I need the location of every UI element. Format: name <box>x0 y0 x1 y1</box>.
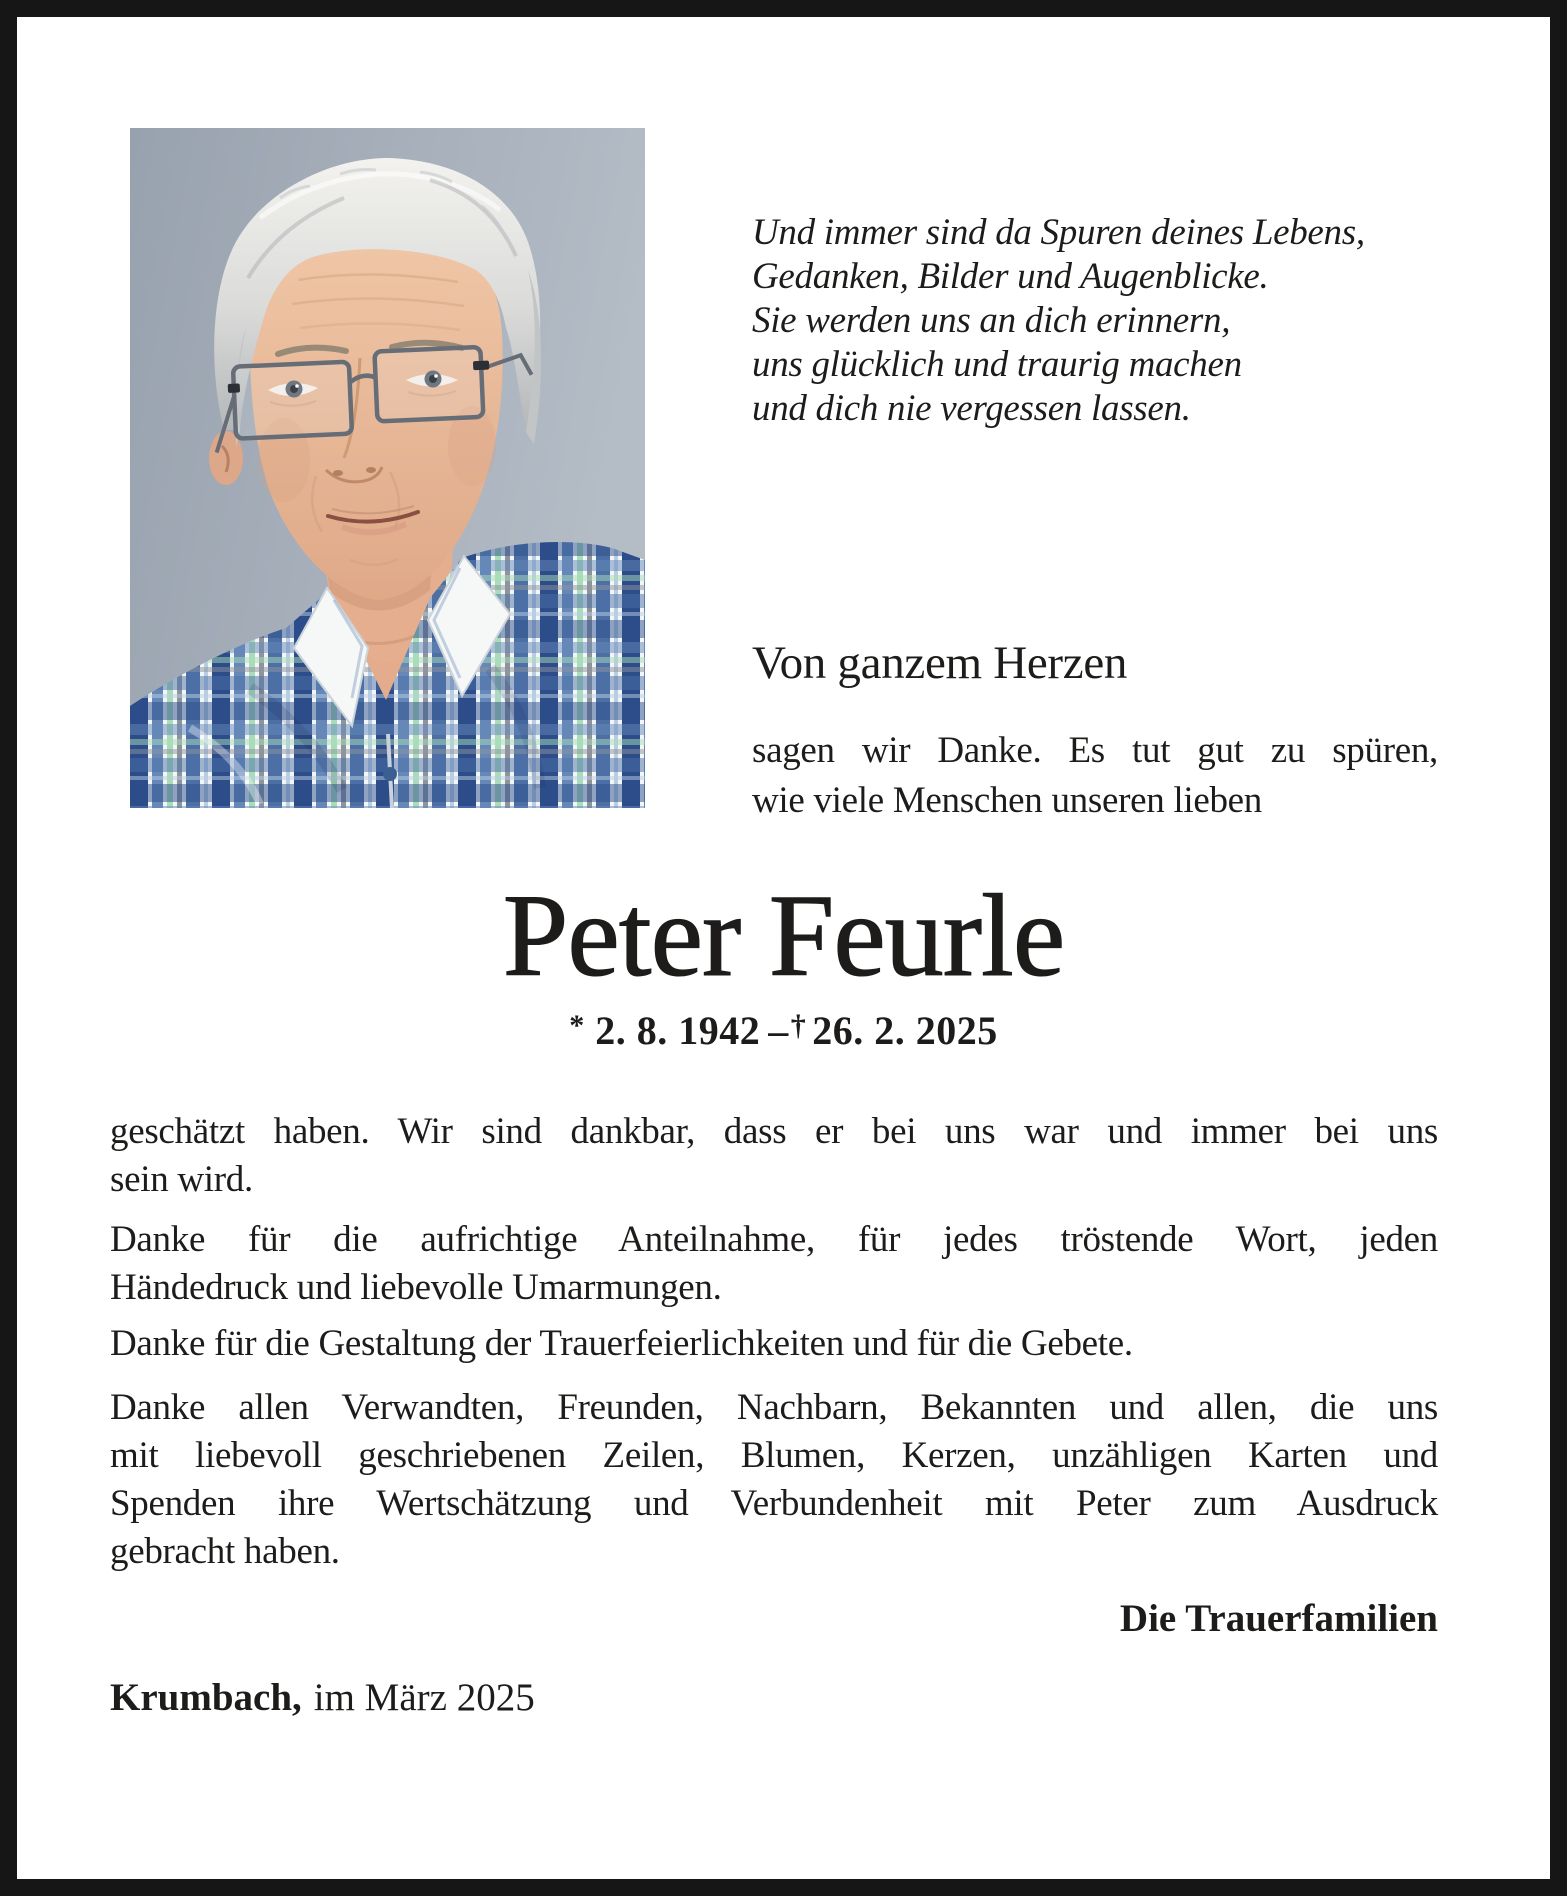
body-line: Danke für die aufrichtige Anteilnahme, für jedes tröstende Wort, jeden <box>110 1219 1438 1260</box>
body-paragraph-3 <box>110 1320 1438 1368</box>
date-text: im März 2025 <box>313 1676 535 1719</box>
obituary-sheet <box>17 17 1550 1879</box>
mourning-families-signature: Die Trauerfamilien <box>1119 1597 1438 1640</box>
life-dates <box>17 1002 1550 1055</box>
place-date-line <box>110 1674 535 1722</box>
body-paragraph-1 <box>110 1108 1438 1204</box>
poem-line: uns glücklich und traurig machen <box>752 344 1242 385</box>
poem-line: und dich nie vergessen lassen. <box>752 388 1191 429</box>
death-date: 26. 2. 2025 <box>812 1008 998 1053</box>
poem-line: Gedanken, Bilder und Augenblicke. <box>752 256 1269 297</box>
portrait-photo <box>130 128 645 808</box>
memorial-poem <box>752 211 1365 431</box>
dates-dash: – <box>768 1008 789 1053</box>
body-line: Danke für die Gestaltung der Trauerfeierlichkeiten und für die Gebete. <box>110 1323 1133 1364</box>
portrait-photo-graphic <box>130 128 645 808</box>
intro-paragraph <box>752 726 1438 826</box>
poem-line: Sie werden uns an dich erinnern, <box>752 300 1231 341</box>
body-line: Händedruck und liebevolle Umarmungen. <box>110 1267 722 1308</box>
body-line: sein wird. <box>110 1159 253 1200</box>
body-paragraph-2 <box>110 1216 1438 1312</box>
thanks-heading: Von ganzem Herzen <box>752 637 1128 689</box>
birth-date: 2. 8. 1942 <box>595 1008 761 1053</box>
deceased-name: Peter Feurle <box>502 870 1065 1001</box>
place-name: Krumbach, <box>110 1676 302 1719</box>
body-paragraph-4 <box>110 1384 1438 1576</box>
body-line: gebracht haben. <box>110 1531 340 1572</box>
body-line: Danke allen Verwandten, Freunden, Nachbarn, Bekannten und allen, die uns <box>110 1387 1438 1428</box>
body-line: Spenden ihre Wertschätzung und Verbundenheit mit Peter zum Ausdruck <box>110 1483 1438 1524</box>
body-line: mit liebevoll geschriebenen Zeilen, Blumen, Kerzen, unzähligen Karten und <box>110 1435 1438 1476</box>
body-line: geschätzt haben. Wir sind dankbar, dass er bei uns war und immer bei uns <box>110 1111 1438 1152</box>
birth-star-symbol: * <box>569 1009 585 1042</box>
death-cross-symbol: † <box>790 1009 807 1042</box>
intro-line: sagen wir Danke. Es tut gut zu spüren, <box>752 730 1438 771</box>
intro-line: wie viele Menschen unseren lieben <box>752 780 1262 821</box>
poem-line: Und immer sind da Spuren deines Lebens, <box>752 212 1365 253</box>
